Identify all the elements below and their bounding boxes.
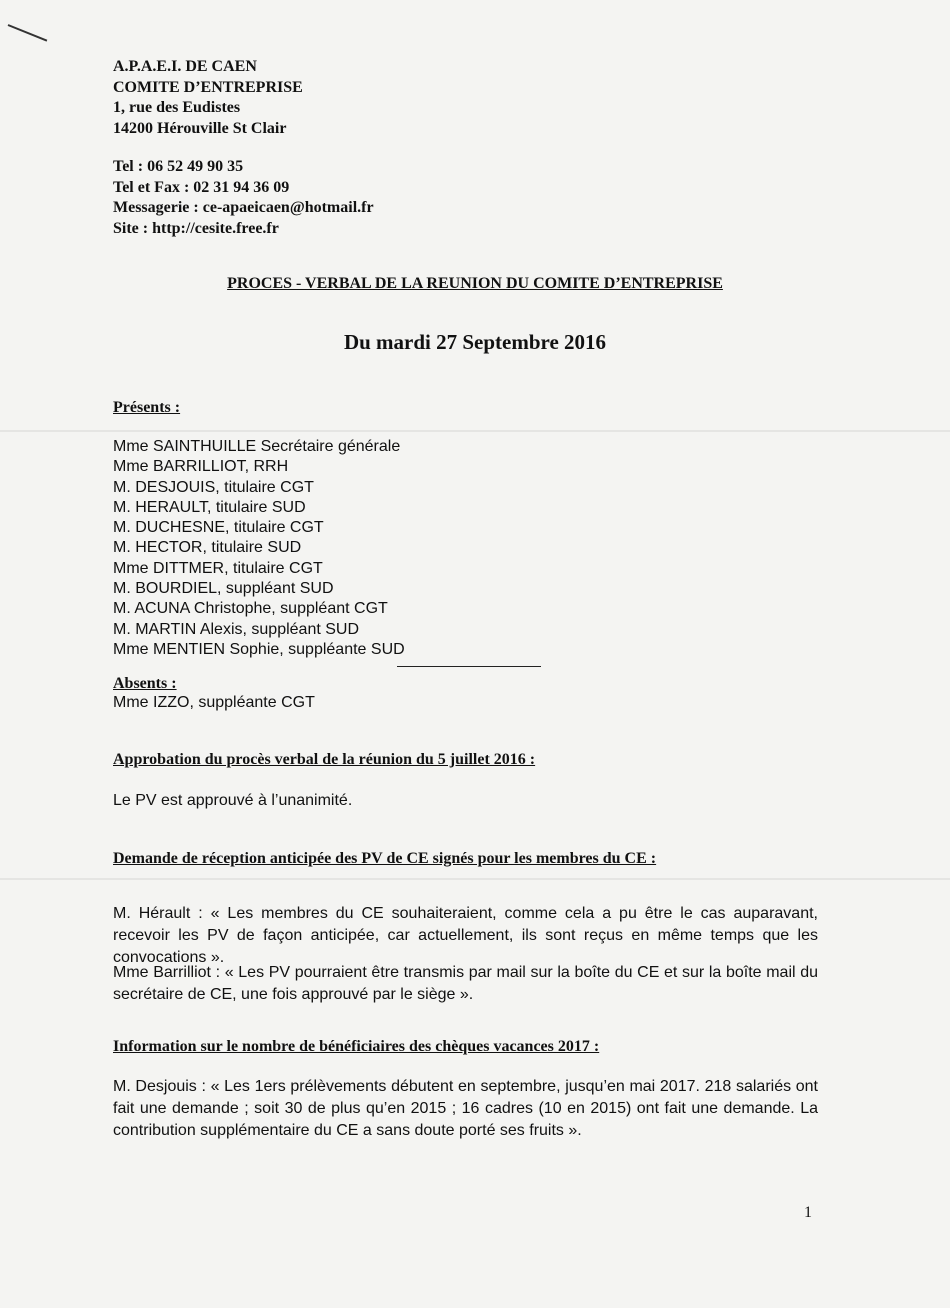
attendee: M. DESJOUIS, titulaire CGT [113, 478, 314, 496]
present-heading: Présents : [113, 399, 181, 416]
document-date: Du mardi 27 Septembre 2016 [343, 330, 607, 354]
attendee: Mme SAINTHUILLE Secrétaire générale [113, 438, 401, 455]
page-fold [0, 878, 950, 880]
scan-mark [8, 24, 48, 42]
section-heading: Information sur le nombre de bénéficiaires des chèques vacances 2017 : [113, 1038, 600, 1055]
org-name: A.P.A.E.I. DE CAEN [113, 58, 257, 75]
paragraph: M. Desjouis : « Les 1ers prélèvements débutent en septembre, jusqu’en mai 2017. 218 salariés ont fait une demande ; soit 30 de plus qu’en 2015 ; 16 cadres (10 en 2015) ont fait une demande. La contribution supplémentaire du CE a sans doute porté ses fruits ». [113, 1078, 818, 1139]
contact-block [113, 157, 374, 239]
organization-header [113, 57, 303, 139]
attendee: M. DUCHESNE, titulaire CGT [113, 519, 324, 537]
contact-telfax: Tel et Fax : 02 31 94 36 09 [113, 178, 290, 196]
document-title: PROCES - VERBAL DE LA REUNION DU COMITE D’ENTREPRISE [227, 275, 723, 292]
absent-heading: Absents : [113, 675, 177, 692]
paragraph: Mme Barrilliot : « Les PV pourraient être transmis par mail sur la boîte du CE et sur la boîte mail du secrétaire de CE, une fois approuvé par le siège ». [113, 964, 818, 1003]
page-number: 1 [804, 1204, 812, 1221]
attendee: M. HERAULT, titulaire SUD [113, 498, 306, 516]
absent-member: Mme IZZO, suppléante CGT [113, 694, 315, 711]
attendee: Mme BARRILLIOT, RRH [113, 458, 289, 476]
org-committee: COMITE D’ENTREPRISE [113, 78, 303, 96]
section-heading: Demande de réception anticipée des PV de CE signés pour les membres du CE : [113, 850, 657, 867]
paragraph: Le PV est approuvé à l’unanimité. [113, 792, 353, 809]
section-heading: Approbation du procès verbal de la réunion du 5 juillet 2016 : [113, 751, 536, 768]
org-address-line-2: 14200 Hérouville St Clair [113, 119, 287, 137]
org-address-line-1: 1, rue des Eudistes [113, 99, 241, 116]
attendee: M. HECTOR, titulaire SUD [113, 539, 302, 557]
attendee: M. BOURDIEL, suppléant SUD [113, 580, 334, 598]
attendee: Mme MENTIEN Sophie, suppléante SUD [113, 640, 405, 658]
attendee: Mme DITTMER, titulaire CGT [113, 559, 323, 577]
contact-site: Site : http://cesite.free.fr [113, 219, 279, 237]
contact-email: Messagerie : ce-apaeicaen@hotmail.fr [113, 199, 374, 216]
paragraph: M. Hérault : « Les membres du CE souhaiteraient, comme cela a pu être le cas auparavant, recevoir les PV de façon anticipée, car actuellement, ils sont reçus en même temps que les convocations ». [113, 905, 818, 966]
attendee: M. MARTIN Alexis, suppléant SUD [113, 620, 360, 638]
attendee: M. ACUNA Christophe, suppléant CGT [113, 600, 388, 618]
present-list [113, 437, 405, 660]
contact-tel: Tel : 06 52 49 90 35 [113, 158, 244, 175]
page-fold [0, 430, 950, 432]
separator-line [397, 666, 541, 667]
